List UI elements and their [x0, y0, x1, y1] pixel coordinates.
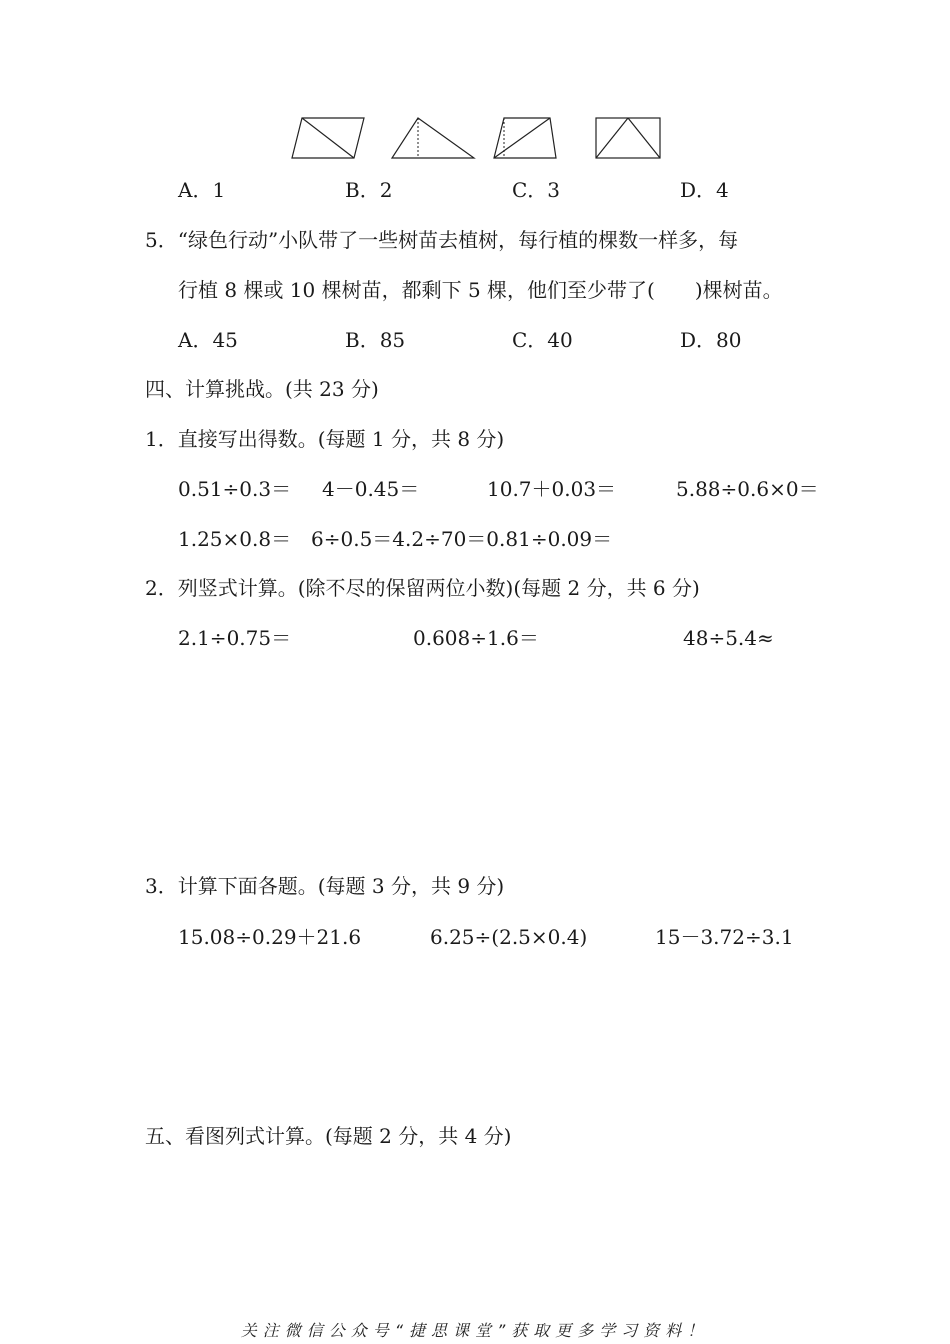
- oral-calc-item: 5.88÷0.6×0＝: [676, 477, 819, 501]
- oral-calc-item: 1.25×0.8＝: [178, 527, 292, 551]
- q4-option-c: C．3: [512, 178, 561, 202]
- compute-item: 6.25÷(2.5×0.4): [430, 925, 588, 949]
- oral-calc-item: 0.51÷0.3＝: [178, 477, 292, 501]
- q4-option-d: D．4: [680, 178, 729, 202]
- section4-part1-title: 1．直接写出得数。(每题 1 分，共 8 分): [145, 427, 505, 451]
- q5-option-b: B．85: [345, 328, 406, 352]
- section5-heading: 五、看图列式计算。(每题 2 分，共 4 分): [145, 1124, 512, 1148]
- section4-part2-title: 2．列竖式计算。(除不尽的保留两位小数)(每题 2 分，共 6 分): [145, 576, 700, 600]
- q5-text-line2: 行植 8 棵或 10 棵树苗，都剩下 5 棵，他们至少带了( )棵树苗。: [178, 278, 783, 302]
- q5-option-c: C．40: [512, 328, 573, 352]
- oral-calc-item: 10.7＋0.03＝: [487, 477, 617, 501]
- vertical-calc-item: 2.1÷0.75＝: [178, 626, 292, 650]
- footer-note: 关注微信公众号“捷思课堂”获取更多学习资料！: [240, 1321, 710, 1340]
- q5-option-d: D．80: [680, 328, 742, 352]
- q4-option-a: A．1: [178, 178, 226, 202]
- compute-item: 15.08÷0.29＋21.6: [178, 925, 362, 949]
- oral-calc-item: 4－0.45＝: [322, 477, 420, 501]
- vertical-calc-item: 48÷5.4≈: [683, 626, 774, 650]
- vertical-calc-item: 0.608÷1.6＝: [413, 626, 539, 650]
- q4-shapes-figure: [288, 114, 668, 164]
- rectangle-shape: [592, 114, 664, 162]
- q5-text-line1: 5．“绿色行动”小队带了一些树苗去植树，每行植的棵数一样多，每: [145, 228, 739, 252]
- compute-item: 15－3.72÷3.1: [655, 925, 794, 949]
- section4-part3-title: 3．计算下面各题。(每题 3 分，共 9 分): [145, 874, 505, 898]
- parallelogram-shape: [288, 114, 368, 162]
- q5-option-a: A．45: [178, 328, 238, 352]
- section4-heading: 四、计算挑战。(共 23 分): [145, 377, 379, 401]
- triangle-shape: [388, 114, 478, 162]
- trapezoid-shape: [490, 114, 560, 162]
- oral-calc-item: 6÷0.5＝4.2÷70＝0.81÷0.09＝: [311, 527, 613, 551]
- q4-option-b: B．2: [345, 178, 393, 202]
